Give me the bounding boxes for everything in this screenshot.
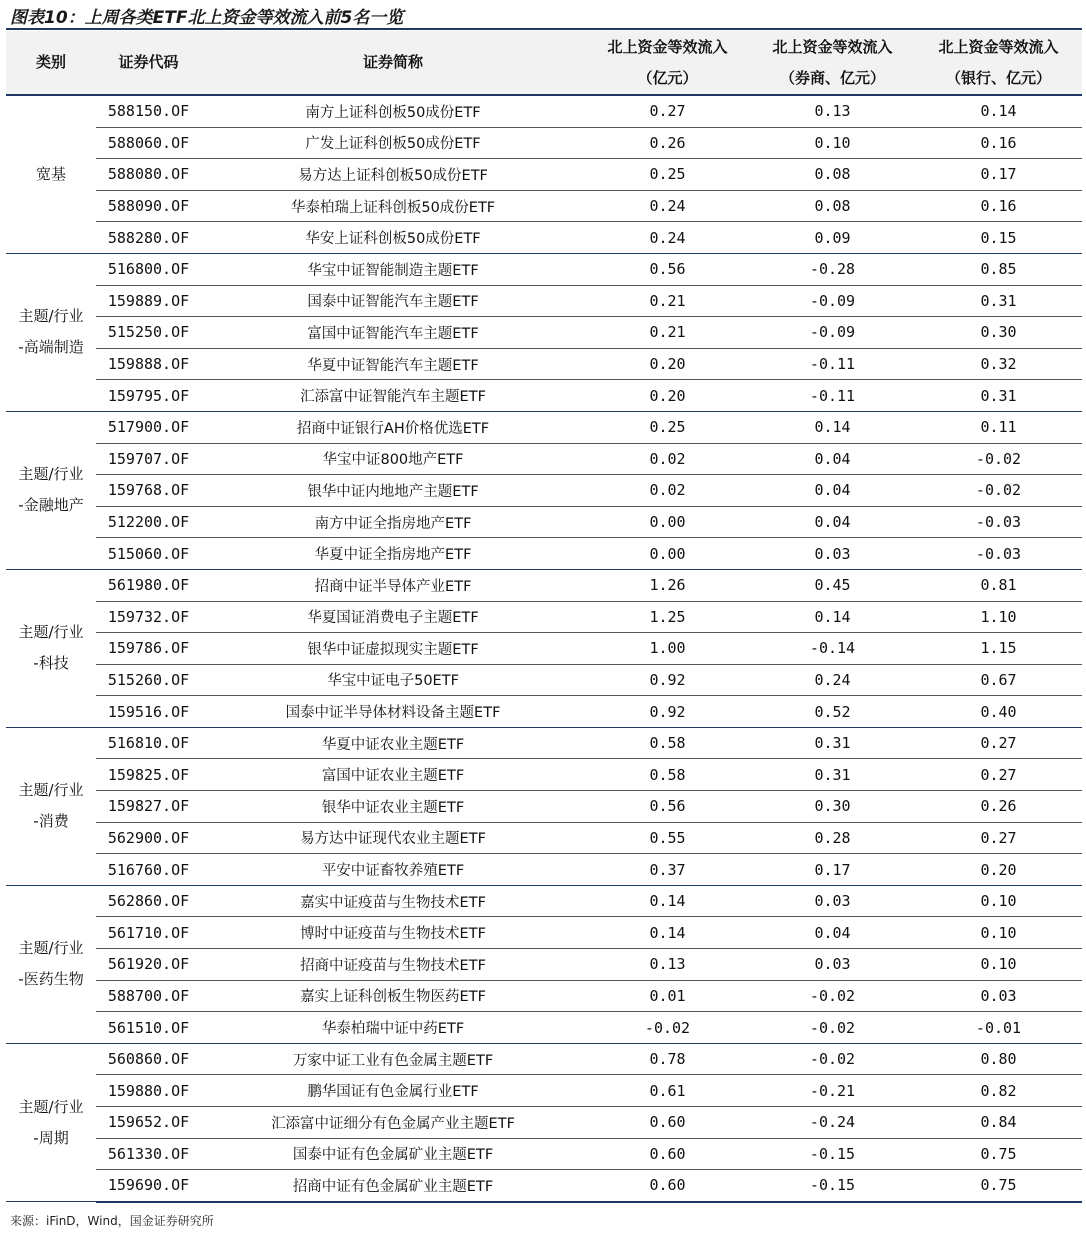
code-cell: 159795.OF xyxy=(96,380,201,412)
table-row xyxy=(6,633,1082,665)
code-cell: 159827.OF xyxy=(96,791,201,823)
inflow-total-cell: 0.21 xyxy=(585,285,750,317)
table-row xyxy=(6,411,1082,443)
inflow-bank-cell: 0.03 xyxy=(915,980,1082,1012)
name-cell: 鹏华国证有色金属行业ETF xyxy=(201,1075,585,1107)
inflow-total-cell: 0.25 xyxy=(585,159,750,191)
inflow-broker-cell: 0.04 xyxy=(750,917,915,949)
header-inflow-bank-line2: （银行、亿元） xyxy=(945,68,1051,87)
inflow-broker-cell: 0.14 xyxy=(750,601,915,633)
code-cell: 561710.OF xyxy=(96,917,201,949)
code-cell: 159880.OF xyxy=(96,1075,201,1107)
inflow-broker-cell: 0.03 xyxy=(750,885,915,917)
code-cell: 159768.OF xyxy=(96,475,201,507)
inflow-total-cell: 0.01 xyxy=(585,980,750,1012)
name-cell: 易方达上证科创板50成份ETF xyxy=(201,159,585,191)
code-cell: 515260.OF xyxy=(96,664,201,696)
code-cell: 561980.OF xyxy=(96,569,201,601)
name-cell: 富国中证智能汽车主题ETF xyxy=(201,317,585,349)
name-cell: 易方达中证现代农业主题ETF xyxy=(201,822,585,854)
table-row xyxy=(6,949,1082,981)
inflow-total-cell: 0.14 xyxy=(585,885,750,917)
name-cell: 招商中证疫苗与生物技术ETF xyxy=(201,949,585,981)
inflow-total-cell: 1.26 xyxy=(585,569,750,601)
inflow-bank-cell: 0.27 xyxy=(915,822,1082,854)
header-name: 证券简称 xyxy=(201,31,585,95)
table-row xyxy=(6,1075,1082,1107)
inflow-total-cell: 0.00 xyxy=(585,538,750,570)
inflow-total-cell: 1.00 xyxy=(585,633,750,665)
inflow-broker-cell: 0.04 xyxy=(750,506,915,538)
category-cell xyxy=(6,569,96,727)
inflow-bank-cell: 1.10 xyxy=(915,601,1082,633)
header-category: 类别 xyxy=(6,31,96,95)
code-cell: 159888.OF xyxy=(96,348,201,380)
code-cell: 588150.OF xyxy=(96,95,201,127)
table-body xyxy=(6,95,1082,1202)
table-row xyxy=(6,475,1082,507)
code-cell: 588280.OF xyxy=(96,222,201,254)
code-cell: 516800.OF xyxy=(96,253,201,285)
inflow-total-cell: 0.20 xyxy=(585,380,750,412)
code-cell: 159732.OF xyxy=(96,601,201,633)
inflow-broker-cell: -0.24 xyxy=(750,1107,915,1139)
name-cell: 华宝中证电子50ETF xyxy=(201,664,585,696)
table-row xyxy=(6,95,1082,127)
inflow-bank-cell: 1.15 xyxy=(915,633,1082,665)
inflow-total-cell: 0.24 xyxy=(585,222,750,254)
table-row xyxy=(6,885,1082,917)
category-label: 主题/行业 xyxy=(18,623,84,642)
inflow-total-cell: 0.14 xyxy=(585,917,750,949)
inflow-total-cell: 0.56 xyxy=(585,791,750,823)
category-cell xyxy=(6,885,96,1043)
category-label: 主题/行业 xyxy=(18,1097,84,1116)
inflow-bank-cell: 0.15 xyxy=(915,222,1082,254)
inflow-bank-cell: 0.14 xyxy=(915,95,1082,127)
category-label: -金融地产 xyxy=(18,496,84,515)
name-cell: 汇添富中证智能汽车主题ETF xyxy=(201,380,585,412)
etf-inflow-table xyxy=(6,31,1082,1203)
inflow-broker-cell: -0.09 xyxy=(750,317,915,349)
name-cell: 银华中证农业主题ETF xyxy=(201,791,585,823)
inflow-broker-cell: 0.52 xyxy=(750,696,915,728)
inflow-broker-cell: 0.10 xyxy=(750,127,915,159)
inflow-broker-cell: 0.30 xyxy=(750,791,915,823)
code-cell: 517900.OF xyxy=(96,411,201,443)
inflow-bank-cell: 0.31 xyxy=(915,380,1082,412)
name-cell: 广发上证科创板50成份ETF xyxy=(201,127,585,159)
inflow-bank-cell: 0.10 xyxy=(915,885,1082,917)
category-label: 主题/行业 xyxy=(18,307,84,326)
inflow-broker-cell: -0.15 xyxy=(750,1170,915,1202)
inflow-bank-cell: 0.82 xyxy=(915,1075,1082,1107)
header-inflow-total-line1: 北上资金等效流入 xyxy=(607,37,728,56)
inflow-total-cell: 0.13 xyxy=(585,949,750,981)
inflow-bank-cell: 0.10 xyxy=(915,917,1082,949)
category-cell xyxy=(6,411,96,569)
category-cell xyxy=(6,727,96,885)
code-cell: 159786.OF xyxy=(96,633,201,665)
name-cell: 富国中证农业主题ETF xyxy=(201,759,585,791)
name-cell: 华宝中证800地产ETF xyxy=(201,443,585,475)
name-cell: 嘉实上证科创板生物医药ETF xyxy=(201,980,585,1012)
inflow-bank-cell: 0.31 xyxy=(915,285,1082,317)
inflow-bank-cell: 0.20 xyxy=(915,854,1082,886)
inflow-total-cell: 0.27 xyxy=(585,95,750,127)
table-row xyxy=(6,348,1082,380)
inflow-broker-cell: 0.04 xyxy=(750,443,915,475)
category-label: 主题/行业 xyxy=(18,781,84,800)
name-cell: 博时中证疫苗与生物技术ETF xyxy=(201,917,585,949)
inflow-broker-cell: -0.21 xyxy=(750,1075,915,1107)
header-inflow-broker-line2: （券商、亿元） xyxy=(779,68,885,87)
inflow-bank-cell: 0.16 xyxy=(915,190,1082,222)
table-row xyxy=(6,159,1082,191)
table-row xyxy=(6,190,1082,222)
table-row xyxy=(6,253,1082,285)
code-cell: 159652.OF xyxy=(96,1107,201,1139)
inflow-broker-cell: 0.08 xyxy=(750,190,915,222)
inflow-total-cell: 1.25 xyxy=(585,601,750,633)
inflow-bank-cell: -0.02 xyxy=(915,443,1082,475)
table-row xyxy=(6,285,1082,317)
inflow-broker-cell: 0.14 xyxy=(750,411,915,443)
inflow-total-cell: 0.26 xyxy=(585,127,750,159)
inflow-bank-cell: 0.84 xyxy=(915,1107,1082,1139)
code-cell: 588060.OF xyxy=(96,127,201,159)
code-cell: 516810.OF xyxy=(96,727,201,759)
name-cell: 华泰柏瑞上证科创板50成份ETF xyxy=(201,190,585,222)
name-cell: 银华中证内地地产主题ETF xyxy=(201,475,585,507)
name-cell: 南方上证科创板50成份ETF xyxy=(201,95,585,127)
inflow-bank-cell: 0.80 xyxy=(915,1043,1082,1075)
inflow-broker-cell: 0.09 xyxy=(750,222,915,254)
table-row xyxy=(6,822,1082,854)
code-cell: 561920.OF xyxy=(96,949,201,981)
inflow-total-cell: 0.60 xyxy=(585,1170,750,1202)
name-cell: 华泰柏瑞中证中药ETF xyxy=(201,1012,585,1044)
inflow-bank-cell: -0.03 xyxy=(915,538,1082,570)
name-cell: 嘉实中证疫苗与生物技术ETF xyxy=(201,885,585,917)
inflow-broker-cell: 0.31 xyxy=(750,727,915,759)
code-cell: 159516.OF xyxy=(96,696,201,728)
inflow-total-cell: 0.58 xyxy=(585,727,750,759)
table-row xyxy=(6,380,1082,412)
code-cell: 159889.OF xyxy=(96,285,201,317)
table-row xyxy=(6,917,1082,949)
code-cell: 512200.OF xyxy=(96,506,201,538)
category-label: 主题/行业 xyxy=(18,939,84,958)
table-row xyxy=(6,601,1082,633)
table-row xyxy=(6,1043,1082,1075)
inflow-bank-cell: 0.26 xyxy=(915,791,1082,823)
inflow-total-cell: 0.92 xyxy=(585,696,750,728)
table-row xyxy=(6,127,1082,159)
inflow-bank-cell: 0.85 xyxy=(915,253,1082,285)
header-inflow-total xyxy=(585,31,750,95)
code-cell: 159825.OF xyxy=(96,759,201,791)
name-cell: 南方中证全指房地产ETF xyxy=(201,506,585,538)
inflow-bank-cell: 0.30 xyxy=(915,317,1082,349)
name-cell: 华夏中证智能汽车主题ETF xyxy=(201,348,585,380)
inflow-broker-cell: 0.03 xyxy=(750,949,915,981)
header-inflow-bank xyxy=(915,31,1082,95)
inflow-bank-cell: 0.67 xyxy=(915,664,1082,696)
inflow-broker-cell: -0.28 xyxy=(750,253,915,285)
table-row xyxy=(6,222,1082,254)
name-cell: 万家中证工业有色金属主题ETF xyxy=(201,1043,585,1075)
table-row xyxy=(6,569,1082,601)
inflow-broker-cell: -0.02 xyxy=(750,1012,915,1044)
header-inflow-broker-line1: 北上资金等效流入 xyxy=(772,37,893,56)
header-code: 证券代码 xyxy=(96,31,201,95)
inflow-broker-cell: 0.08 xyxy=(750,159,915,191)
inflow-total-cell: -0.02 xyxy=(585,1012,750,1044)
inflow-broker-cell: -0.11 xyxy=(750,348,915,380)
name-cell: 招商中证半导体产业ETF xyxy=(201,569,585,601)
inflow-bank-cell: 0.40 xyxy=(915,696,1082,728)
header-inflow-total-line2: （亿元） xyxy=(637,68,698,87)
name-cell: 国泰中证有色金属矿业主题ETF xyxy=(201,1138,585,1170)
name-cell: 银华中证虚拟现实主题ETF xyxy=(201,633,585,665)
name-cell: 招商中证有色金属矿业主题ETF xyxy=(201,1170,585,1202)
inflow-bank-cell: 0.11 xyxy=(915,411,1082,443)
inflow-broker-cell: 0.04 xyxy=(750,475,915,507)
category-label: -消费 xyxy=(33,812,69,831)
table-row xyxy=(6,506,1082,538)
inflow-total-cell: 0.20 xyxy=(585,348,750,380)
inflow-total-cell: 0.02 xyxy=(585,443,750,475)
inflow-broker-cell: 0.24 xyxy=(750,664,915,696)
category-label: -高端制造 xyxy=(18,338,84,357)
name-cell: 国泰中证半导体材料设备主题ETF xyxy=(201,696,585,728)
inflow-total-cell: 0.24 xyxy=(585,190,750,222)
table-row xyxy=(6,696,1082,728)
code-cell: 588700.OF xyxy=(96,980,201,1012)
inflow-broker-cell: 0.13 xyxy=(750,95,915,127)
table-row xyxy=(6,1107,1082,1139)
inflow-bank-cell: 0.75 xyxy=(915,1170,1082,1202)
table-row xyxy=(6,980,1082,1012)
table-row xyxy=(6,791,1082,823)
source-note: 来源：iFinD，Wind，国金证券研究所 xyxy=(10,1214,214,1228)
header-inflow-broker xyxy=(750,31,915,95)
inflow-bank-cell: 0.75 xyxy=(915,1138,1082,1170)
code-cell: 588090.OF xyxy=(96,190,201,222)
inflow-total-cell: 0.00 xyxy=(585,506,750,538)
table-row xyxy=(6,1170,1082,1202)
name-cell: 平安中证畜牧养殖ETF xyxy=(201,854,585,886)
name-cell: 国泰中证智能汽车主题ETF xyxy=(201,285,585,317)
table-row xyxy=(6,759,1082,791)
inflow-broker-cell: 0.45 xyxy=(750,569,915,601)
inflow-bank-cell: 0.27 xyxy=(915,727,1082,759)
inflow-bank-cell: 0.16 xyxy=(915,127,1082,159)
inflow-broker-cell: 0.17 xyxy=(750,854,915,886)
table-row xyxy=(6,727,1082,759)
code-cell: 515060.OF xyxy=(96,538,201,570)
inflow-total-cell: 0.25 xyxy=(585,411,750,443)
inflow-broker-cell: 0.28 xyxy=(750,822,915,854)
table-row xyxy=(6,664,1082,696)
figure-title: 图表10：上周各类ETF北上资金等效流入前5名一览 xyxy=(10,8,404,28)
inflow-broker-cell: -0.02 xyxy=(750,980,915,1012)
code-cell: 562860.OF xyxy=(96,885,201,917)
inflow-broker-cell: -0.15 xyxy=(750,1138,915,1170)
category-label: 宽基 xyxy=(35,164,66,183)
inflow-bank-cell: -0.01 xyxy=(915,1012,1082,1044)
table-row xyxy=(6,1138,1082,1170)
inflow-total-cell: 0.61 xyxy=(585,1075,750,1107)
name-cell: 华夏中证农业主题ETF xyxy=(201,727,585,759)
code-cell: 588080.OF xyxy=(96,159,201,191)
name-cell: 华夏中证全指房地产ETF xyxy=(201,538,585,570)
inflow-total-cell: 0.78 xyxy=(585,1043,750,1075)
inflow-broker-cell: 0.03 xyxy=(750,538,915,570)
title-rule xyxy=(6,28,1082,30)
table-row xyxy=(6,317,1082,349)
inflow-total-cell: 0.92 xyxy=(585,664,750,696)
inflow-bank-cell: 0.27 xyxy=(915,759,1082,791)
table-row xyxy=(6,443,1082,475)
inflow-total-cell: 0.37 xyxy=(585,854,750,886)
code-cell: 515250.OF xyxy=(96,317,201,349)
category-label: -医药生物 xyxy=(18,970,84,989)
table-row xyxy=(6,854,1082,886)
inflow-total-cell: 0.02 xyxy=(585,475,750,507)
code-cell: 159707.OF xyxy=(96,443,201,475)
category-label: 主题/行业 xyxy=(18,465,84,484)
code-cell: 159690.OF xyxy=(96,1170,201,1202)
category-label: -科技 xyxy=(33,654,69,673)
inflow-bank-cell: -0.02 xyxy=(915,475,1082,507)
inflow-bank-cell: -0.03 xyxy=(915,506,1082,538)
inflow-broker-cell: -0.11 xyxy=(750,380,915,412)
code-cell: 561330.OF xyxy=(96,1138,201,1170)
category-label: -周期 xyxy=(33,1128,69,1147)
inflow-broker-cell: -0.09 xyxy=(750,285,915,317)
inflow-bank-cell: 0.81 xyxy=(915,569,1082,601)
inflow-bank-cell: 0.32 xyxy=(915,348,1082,380)
inflow-total-cell: 0.58 xyxy=(585,759,750,791)
inflow-broker-cell: -0.02 xyxy=(750,1043,915,1075)
inflow-total-cell: 0.55 xyxy=(585,822,750,854)
category-cell xyxy=(6,95,96,253)
code-cell: 516760.OF xyxy=(96,854,201,886)
inflow-broker-cell: 0.31 xyxy=(750,759,915,791)
code-cell: 562900.OF xyxy=(96,822,201,854)
code-cell: 561510.OF xyxy=(96,1012,201,1044)
header-inflow-bank-line1: 北上资金等效流入 xyxy=(938,37,1059,56)
inflow-total-cell: 0.21 xyxy=(585,317,750,349)
name-cell: 招商中证银行AH价格优选ETF xyxy=(201,411,585,443)
name-cell: 华夏国证消费电子主题ETF xyxy=(201,601,585,633)
name-cell: 华安上证科创板50成份ETF xyxy=(201,222,585,254)
inflow-total-cell: 0.56 xyxy=(585,253,750,285)
code-cell: 560860.OF xyxy=(96,1043,201,1075)
inflow-bank-cell: 0.17 xyxy=(915,159,1082,191)
category-cell xyxy=(6,253,96,411)
inflow-total-cell: 0.60 xyxy=(585,1107,750,1139)
table-row xyxy=(6,1012,1082,1044)
name-cell: 汇添富中证细分有色金属产业主题ETF xyxy=(201,1107,585,1139)
inflow-broker-cell: -0.14 xyxy=(750,633,915,665)
inflow-bank-cell: 0.10 xyxy=(915,949,1082,981)
table-row xyxy=(6,538,1082,570)
inflow-total-cell: 0.60 xyxy=(585,1138,750,1170)
category-cell xyxy=(6,1043,96,1201)
name-cell: 华宝中证智能制造主题ETF xyxy=(201,253,585,285)
table-header-row xyxy=(6,31,1082,95)
